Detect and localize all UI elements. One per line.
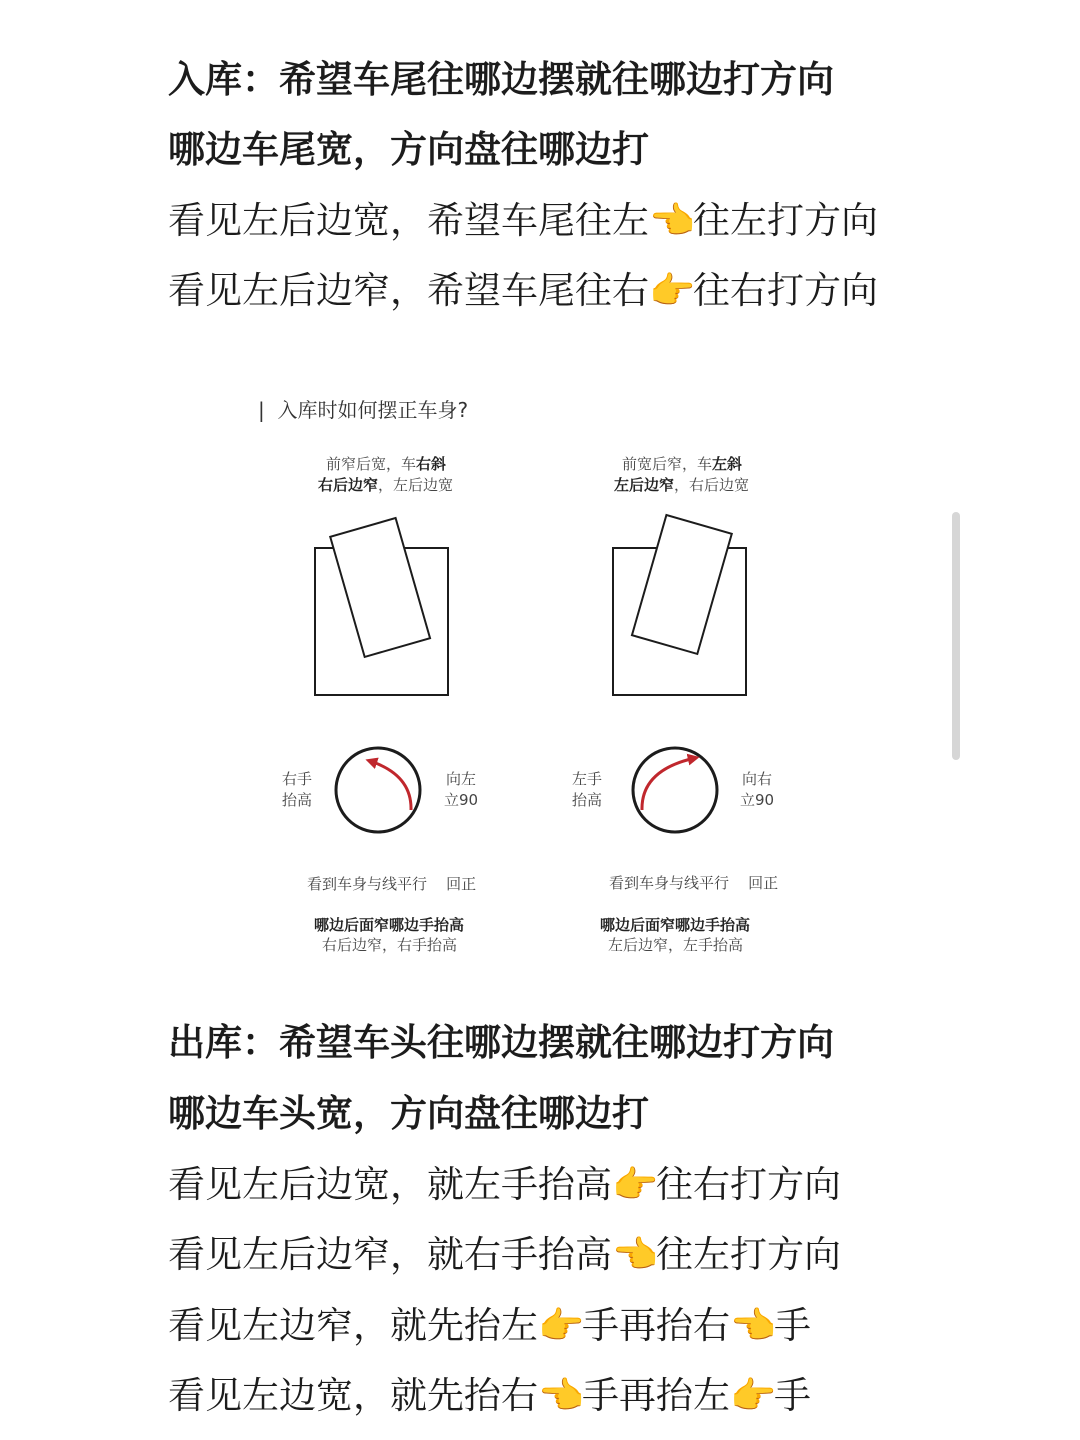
hand-right-icon: 👉 — [649, 269, 696, 312]
left-hand-label-1: 右手 — [282, 770, 313, 788]
out-subheading: 哪边车头宽，方向盘往哪边打 — [168, 1092, 649, 1135]
right-car — [632, 515, 732, 654]
right-caption-2-text: ，右后边宽 — [674, 476, 750, 494]
right-dir-label-2: 立90 — [740, 791, 775, 809]
left-caption-1-bold: 右斜 — [416, 455, 447, 473]
out-line-2-text: 看见左后边窄，就右手抬高 — [168, 1233, 612, 1276]
out-line-4-text-a: 看见左边宽，就先抬右 — [168, 1374, 538, 1417]
title-text: 入库时如何摆正车身? — [277, 398, 469, 422]
in-line-1-text-end: 往左打方向 — [693, 199, 878, 242]
hand-left-icon: 👈 — [730, 1304, 777, 1347]
right-align-text — [609, 873, 778, 893]
out-line-1-text-end: 往右打方向 — [656, 1163, 841, 1206]
right-dir-label-1: 向右 — [742, 770, 773, 788]
in-subheading: 哪边车尾宽，方向盘往哪边打 — [168, 128, 649, 171]
out-line-2-text-end: 往左打方向 — [656, 1233, 841, 1276]
out-line-3 — [168, 1304, 811, 1348]
hand-right-icon: 👉 — [612, 1163, 659, 1206]
right-align-text-a: 看到车身与线平行 — [609, 874, 730, 892]
out-heading: 出库：希望车头往哪边摆就往哪边打方向 — [168, 1021, 834, 1064]
hand-right-icon: 👉 — [538, 1304, 585, 1347]
left-dir-label-2: 立90 — [444, 791, 479, 809]
left-hand-label-2: 抬高 — [282, 791, 313, 809]
scrollbar-thumb[interactable] — [952, 512, 960, 760]
out-line-1-text: 看见左后边宽，就左手抬高 — [168, 1163, 612, 1206]
right-caption-1-bold: 左斜 — [712, 455, 743, 473]
left-dir-label-1: 向左 — [446, 770, 477, 788]
right-rule-bold-text: 哪边后面窄哪边手抬高 — [600, 916, 751, 934]
right-caption-2-bold: 左后边窄 — [614, 476, 675, 494]
out-line-2 — [168, 1233, 841, 1277]
in-line-1 — [168, 199, 878, 243]
right-hand-label-1: 左手 — [572, 770, 603, 788]
right-rule-bold — [600, 915, 750, 935]
left-caption-1-text: 前窄后宽，车 — [326, 455, 417, 473]
in-line-2 — [168, 269, 878, 313]
out-line-3-text-c: 手 — [774, 1304, 811, 1347]
out-line-3-text-b: 手再抬右 — [582, 1304, 730, 1347]
left-car — [330, 518, 430, 657]
left-align-text — [307, 874, 476, 894]
out-line-4-text-c: 手 — [774, 1374, 811, 1417]
in-heading: 入库：希望车尾往哪边摆就往哪边打方向 — [168, 58, 834, 101]
in-line-2-text-end: 往右打方向 — [693, 269, 878, 312]
right-hand-label-2: 抬高 — [572, 791, 603, 809]
hand-left-icon: 👈 — [649, 199, 696, 242]
in-line-1-text: 看见左后边宽，希望车尾往左 — [168, 199, 649, 242]
left-caption-2-text: ，左后边宽 — [378, 476, 454, 494]
right-turn-arrow-icon — [642, 758, 695, 810]
right-caption-1-text: 前宽后窄，车 — [622, 455, 713, 473]
in-line-2-text: 看见左后边窄，希望车尾往右 — [168, 269, 649, 312]
left-align-text-b: 回正 — [446, 875, 477, 893]
left-rule-sub: 右后边窄，右手抬高 — [322, 936, 458, 954]
left-caption-2-bold: 右后边窄 — [318, 476, 379, 494]
right-align-text-b: 回正 — [748, 874, 779, 892]
out-line-4 — [168, 1374, 811, 1418]
parking-diagram — [250, 380, 850, 970]
right-rule-sub: 左后边窄，左手抬高 — [608, 936, 744, 954]
hand-left-icon: 👈 — [538, 1374, 585, 1417]
out-line-3-text-a: 看见左边窄，就先抬左 — [168, 1304, 538, 1347]
out-line-4-text-b: 手再抬左 — [582, 1374, 730, 1417]
left-turn-arrow-icon — [370, 761, 411, 810]
out-line-1 — [168, 1163, 841, 1207]
hand-right-icon: 👉 — [730, 1374, 777, 1417]
left-rule-bold — [314, 915, 464, 935]
left-align-text-a: 看到车身与线平行 — [307, 875, 428, 893]
hand-left-icon: 👈 — [612, 1233, 659, 1276]
title-bar: | — [258, 398, 265, 422]
left-rule-bold-text: 哪边后面窄哪边手抬高 — [314, 916, 465, 934]
